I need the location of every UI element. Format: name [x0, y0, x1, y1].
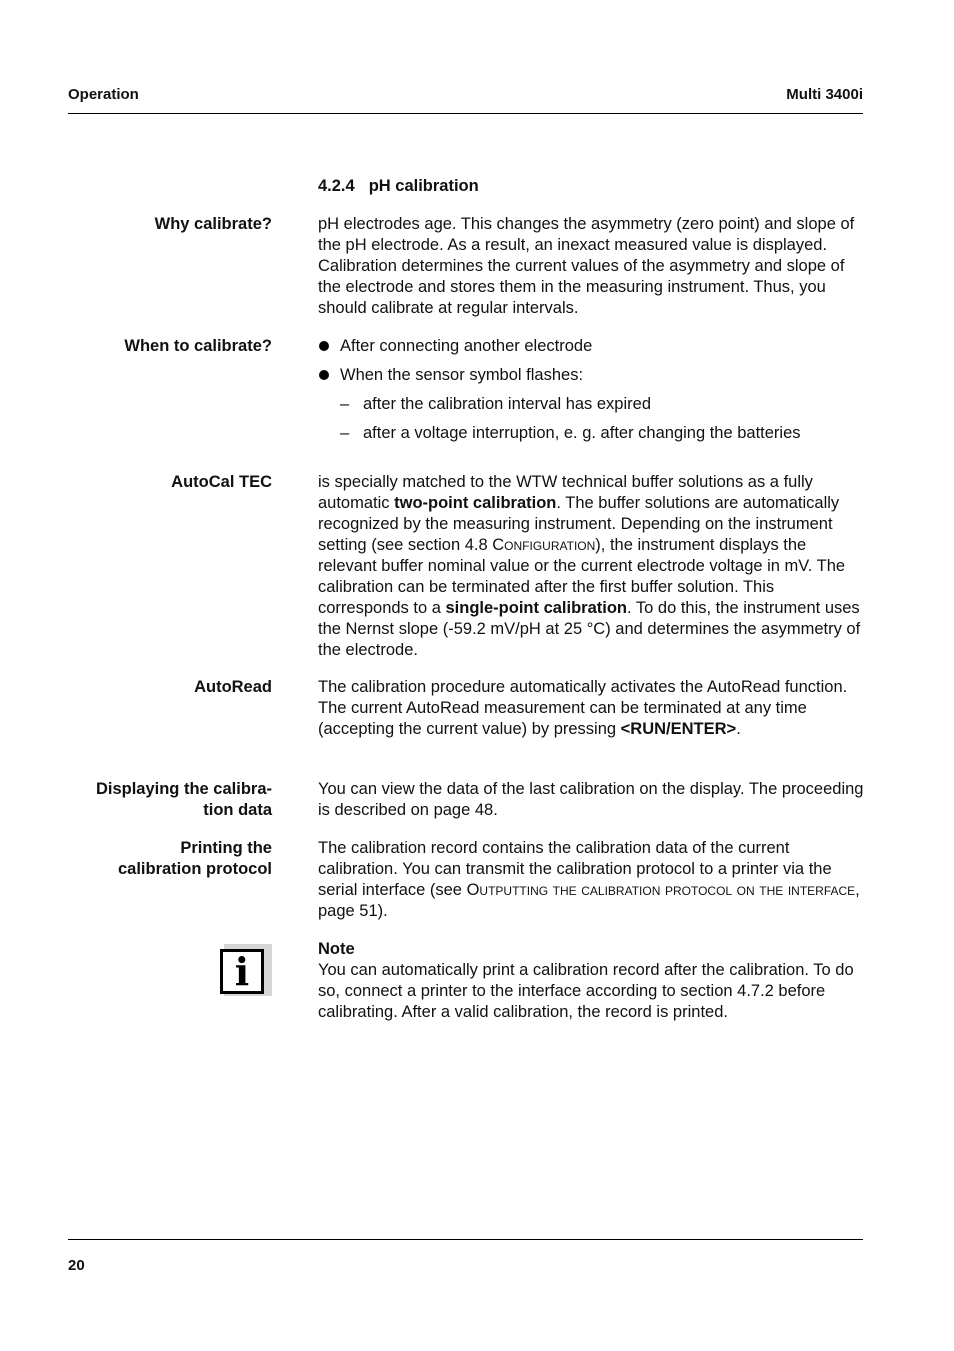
key-label: <RUN/ENTER>	[620, 720, 737, 738]
why-paragraph	[318, 214, 866, 319]
sub-list-item: – after a voltage interruption, e. g. after changing the batteries	[340, 424, 801, 442]
running-header-left: Operation	[68, 86, 139, 103]
side-label-autocal: AutoCal TEC	[171, 473, 272, 491]
side-label-why: Why calibrate?	[154, 215, 272, 233]
bullet-icon	[319, 370, 329, 380]
section-reference: Configuration	[492, 536, 596, 554]
note-block	[318, 939, 866, 1023]
note-text: You can automatically print a calibration record after the calibration. To do so, connect a printer to the interface according to section 4.7.2 before calibrating. After a valid calibration, the record is printed.	[318, 961, 854, 1021]
bold-term: single-point calibration	[445, 599, 628, 617]
sub-list-item: – after the calibration interval has expired	[340, 395, 651, 413]
autocal-paragraph: is specially matched to the WTW technical buffer solutions as a fully automatic two-point calibration. The buffer solutions are automatically recognized by the measuring instrument. Depending on the instrument setting (see section 4.8 Configuration), the instrument displays the relevant buffer nominal value or the current electrode voltage in mV. The calibration can be terminated after the first buffer solution. This corresponds to a single-point calibration. To do this, the instrument uses the Nernst slope (-59.2 mV/pH at 25 °C) and determines the asymmetry of the electrode.	[318, 473, 861, 659]
printing-paragraph: The calibration record contains the calibration data of the current calibration. You can transmit the calibration protocol to a printer via the serial interface (see Outputting the calibration protocol on the interface, page 51).	[318, 839, 860, 920]
chapter-reference: Outputting the calibration protocol on the interface	[466, 881, 856, 899]
note-title: Note	[318, 940, 355, 958]
side-label-display: Displaying the calibra- tion data	[95, 780, 272, 819]
bold-term: two-point calibration	[394, 494, 557, 512]
autoread-paragraph: The calibration procedure automatically activates the AutoRead function. The current AutoRead measurement can be terminated at any time (accepting the current value) by pressing <RUN/ENTER>.	[318, 678, 848, 738]
list-item: When the sensor symbol flashes:	[318, 365, 866, 386]
section-heading	[318, 177, 479, 196]
header-rule	[68, 113, 863, 114]
side-label-when: When to calibrate?	[124, 337, 272, 355]
why-text: pH electrodes age. This changes the asymmetry (zero point) and slope of the pH electrode. As a result, an inexact measured value is displayed. Calibration determines the current values of the asymmetry and slope of the electrode and stores them in the measuring instrument. Thus, you should calibrate at regular intervals.	[318, 215, 855, 317]
section-number: 4.2.4	[318, 177, 355, 195]
list-item: After connecting another electrode	[318, 336, 866, 357]
info-icon: i	[220, 944, 270, 996]
page-number: 20	[68, 1257, 85, 1274]
bullet-icon	[319, 341, 329, 351]
when-list	[318, 336, 866, 452]
dash-icon: –	[340, 395, 350, 413]
side-label-printing: Printing the calibration protocol	[117, 839, 272, 878]
dash-icon: –	[340, 424, 350, 442]
footer-rule	[68, 1239, 863, 1240]
display-paragraph: You can view the data of the last calibration on the display. The proceeding is described on page 48.	[318, 780, 864, 819]
section-title: pH calibration	[368, 177, 479, 195]
running-header-right: Multi 3400i	[786, 86, 863, 103]
side-label-autoread: AutoRead	[194, 678, 272, 696]
